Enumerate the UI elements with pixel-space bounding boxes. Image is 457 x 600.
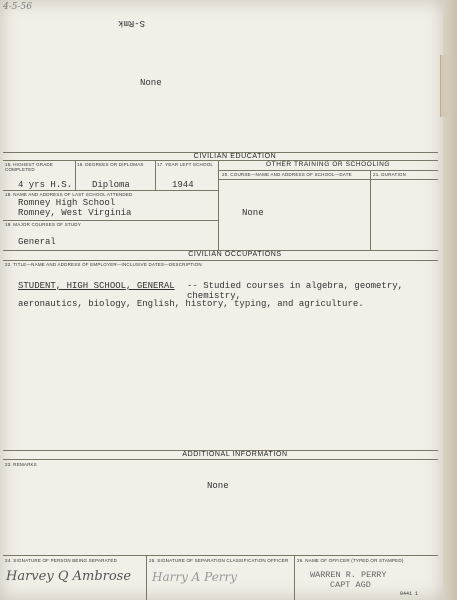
- officer-signature-label: 25. SIGNATURE OF SEPARATION CLASSIFICATION OFFICER: [149, 558, 289, 563]
- last-school-line2: Romney, West Virginia: [18, 208, 132, 218]
- last-school-label: 18. NAME AND ADDRESS OF LAST SCHOOL ATTENDED: [5, 192, 133, 197]
- top-remarks-value: None: [140, 78, 162, 88]
- civilian-occupations-title: CIVILIAN OCCUPATIONS: [188, 251, 282, 258]
- person-signature-label: 24. SIGNATURE OF PERSON BEING SEPARATED: [5, 558, 118, 563]
- officer-name-line1: WARREN R. PERRY: [310, 570, 387, 580]
- highest-grade-value: 4 yrs H.S.: [18, 180, 73, 190]
- degrees-value: Diploma: [92, 180, 130, 190]
- officer-signature: Harry A Perry: [152, 570, 238, 584]
- course-value: None: [242, 208, 264, 218]
- other-training-title: OTHER TRAINING OR SCHOOLING: [265, 161, 391, 168]
- form-number: 0441 1: [400, 591, 419, 597]
- year-left-value: 1944: [172, 180, 194, 190]
- civilian-education-title: CIVILIAN EDUCATION: [193, 153, 277, 160]
- remarks-value: None: [207, 481, 229, 491]
- occupation-line2: aeronautics, biology, English, history, typing, and agriculture.: [18, 299, 364, 309]
- officer-name-label: 26. NAME OF OFFICER (TYPED OR STAMPED): [297, 558, 404, 563]
- page-tab: [440, 55, 451, 117]
- corner-note: 4-5-56: [3, 2, 32, 12]
- degrees-label: 16. DEGREES OR DIPLOMAS: [77, 162, 144, 167]
- occupation-label: 22. TITLE—NAME AND ADDRESS OF EMPLOYER—INCLUSIVE DATES—DESCRIPTION: [5, 262, 202, 267]
- last-school-line1: Romney High School: [18, 198, 116, 208]
- upside-down-text: S-Rmk: [118, 18, 146, 28]
- duration-label: 21. DURATION: [373, 172, 407, 177]
- major-courses-label: 19. MAJOR COURSES OF STUDY: [5, 222, 81, 227]
- major-courses-value: General: [18, 237, 56, 247]
- remarks-label: 23. REMARKS: [5, 462, 37, 467]
- person-signature: Harvey Q Ambrose: [6, 569, 132, 584]
- year-left-label: 17. YEAR LEFT SCHOOL: [157, 162, 214, 167]
- additional-information-title: ADDITIONAL INFORMATION: [182, 451, 288, 458]
- course-label: 20. COURSE—NAME AND ADDRESS OF SCHOOL—DATE: [222, 172, 352, 177]
- officer-name-line2: CAPT AGD: [330, 580, 371, 590]
- occupation-line1: -- Studied courses in algebra, geometry, chemistry,: [187, 281, 404, 301]
- highest-grade-label: 15. HIGHEST GRADE COMPLETED: [5, 162, 54, 172]
- occupation-title: STUDENT, HIGH SCHOOL, GENERAL: [18, 281, 175, 291]
